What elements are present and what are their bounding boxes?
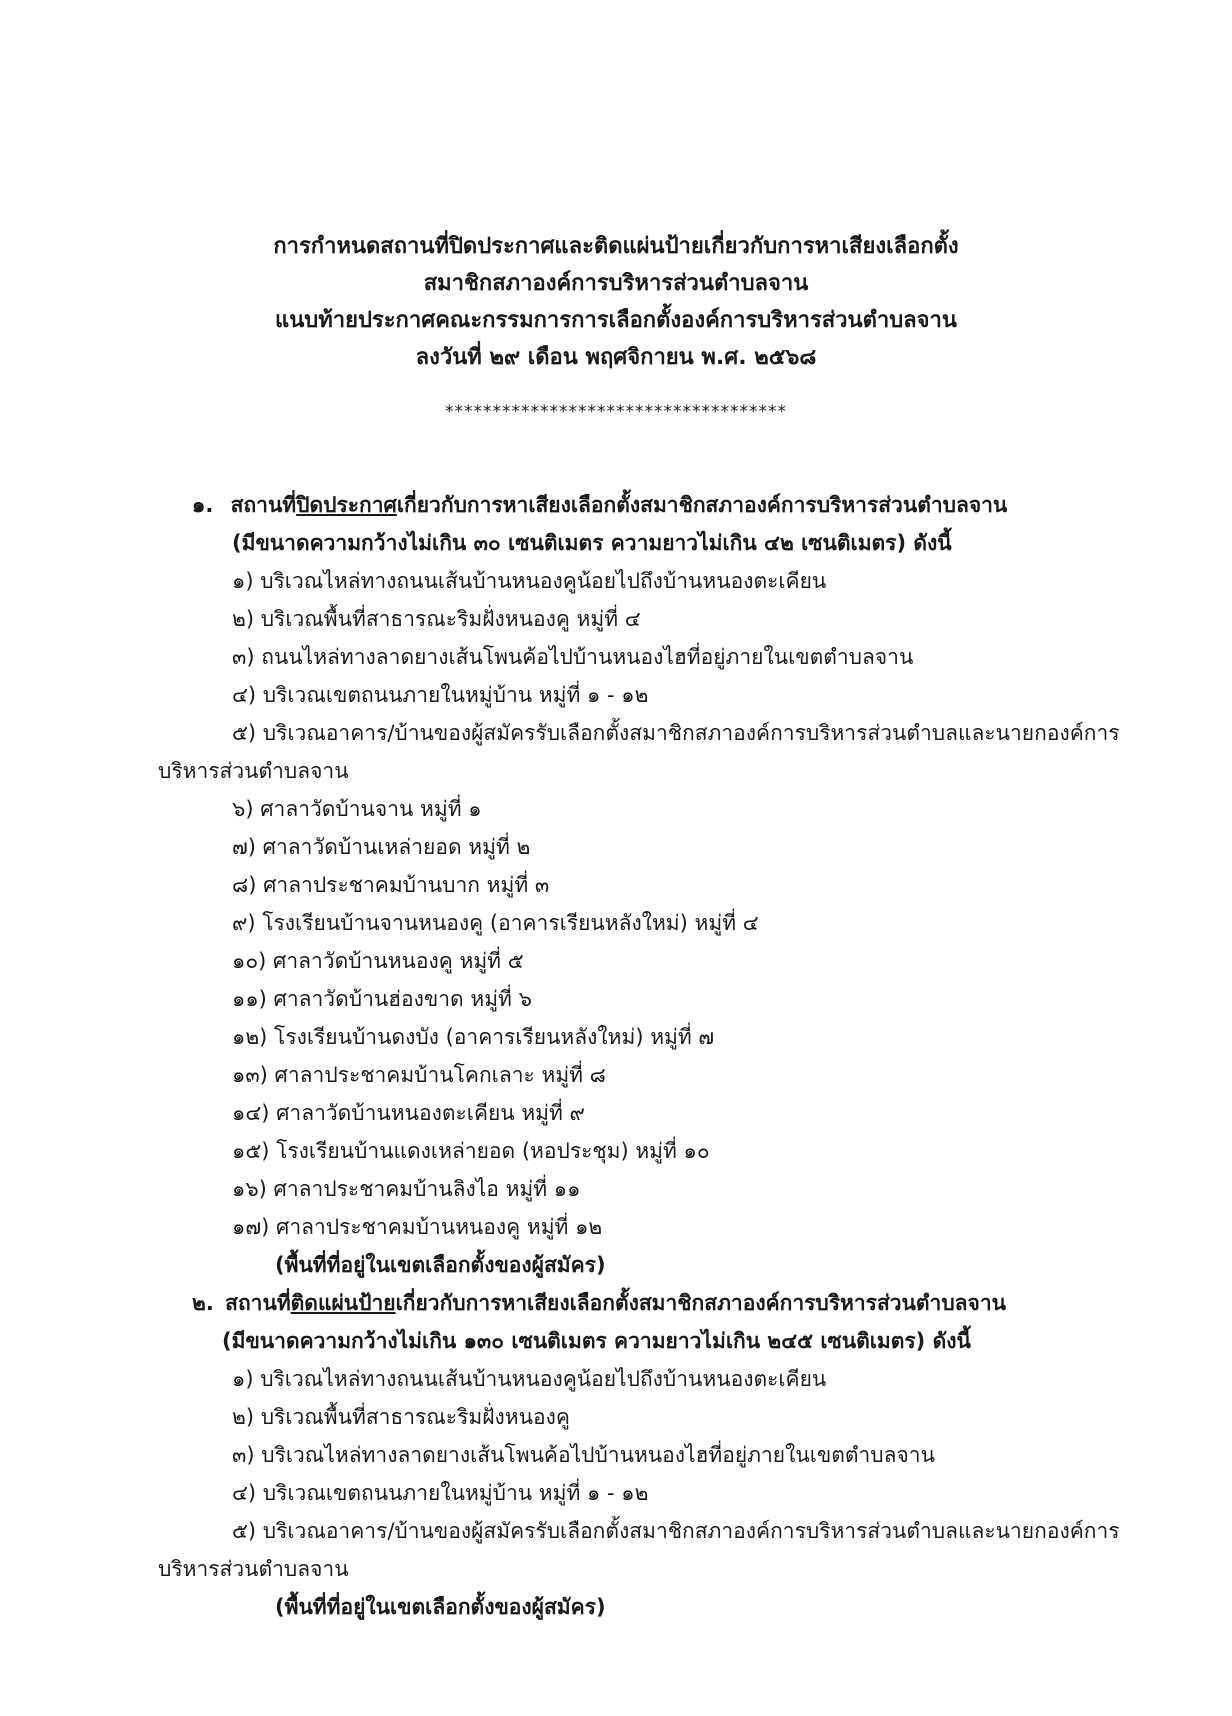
section-1-item-2: ๒) บริเวณพื้นที่สาธารณะริมฝั่งหนองคู หมู่ที่ ๔ — [232, 607, 641, 631]
section-1-item-1: ๑) บริเวณไหล่ทางถนนเส้นบ้านหนองคูน้อยไปถึงบ้านหนองตะเคียน — [232, 569, 827, 593]
section-2-item-5: ๕) บริเวณอาคาร/บ้านของผู้สมัครรับเลือกตั้งสมาชิกสภาองค์การบริหารส่วนตำบลและนายกองค์การ — [232, 1519, 1120, 1543]
section-1-item-7: ๗) ศาลาวัดบ้านเหล่ายอด หมู่ที่ ๒ — [232, 835, 531, 859]
section-2-item-3: ๓) บริเวณไหล่ทางลาดยางเส้นโพนค้อไปบ้านหนองไฮที่อยู่ภายในเขตตำบลจาน — [232, 1443, 935, 1467]
section-1-item-15: ๑๕) โรงเรียนบ้านแดงเหล่ายอด (หอประชุม) หมู่ที่ ๑๐ — [232, 1139, 710, 1163]
section-2-size: (มีขนาดความกว้างไม่เกิน ๑๓๐ เซนติเมตร ความยาวไม่เกิน ๒๔๕ เซนติเมตร) ดังนี้ — [222, 1329, 971, 1353]
section-2-item-2: ๒) บริเวณพื้นที่สาธารณะริมฝั่งหนองคู — [232, 1405, 570, 1429]
section-1-item-3: ๓) ถนนไหล่ทางลาดยางเส้นโพนค้อไปบ้านหนองไฮที่อยู่ภายในเขตตำบลจาน — [232, 645, 914, 669]
section-1-heading-post: เกี่ยวกับการหาเสียงเลือกตั้งสมาชิกสภาองค์การบริหารส่วนตำบลจาน — [396, 493, 1008, 517]
document-header — [0, 228, 1232, 376]
section-1-item-5: ๕) บริเวณอาคาร/บ้านของผู้สมัครรับเลือกตั้งสมาชิกสภาองค์การบริหารส่วนตำบลและนายกองค์การ — [232, 721, 1120, 745]
separator-stars: ************************************ — [445, 402, 787, 422]
section-2-note: (พื้นที่ที่อยู่ในเขตเลือกตั้งของผู้สมัคร) — [275, 1595, 606, 1619]
section-1-heading-pre: สถานที่ — [230, 493, 297, 517]
section-1-number: ๑. — [192, 493, 214, 517]
section-1-item-9: ๙) โรงเรียนบ้านจานหนองคู (อาคารเรียนหลังใหม่) หมู่ที่ ๔ — [232, 911, 759, 935]
section-1-item-10: ๑๐) ศาลาวัดบ้านหนองคู หมู่ที่ ๕ — [232, 949, 524, 973]
section-1-item-17: ๑๗) ศาลาประชาคมบ้านหนองคู หมู่ที่ ๑๒ — [232, 1215, 603, 1239]
section-1-item-16: ๑๖) ศาลาประชาคมบ้านลิงไอ หมู่ที่ ๑๑ — [232, 1177, 581, 1201]
section-2-heading-pre: สถานที่ — [225, 1291, 291, 1315]
section-1-size: (มีขนาดความกว้างไม่เกิน ๓๐ เซนติเมตร ความยาวไม่เกิน ๔๒ เซนติเมตร) ดังนี้ — [232, 531, 952, 555]
section-1-note: (พื้นที่ที่อยู่ในเขตเลือกตั้งของผู้สมัคร) — [275, 1253, 606, 1277]
header-line-2: สมาชิกสภาองค์การบริหารส่วนตำบลจาน — [423, 271, 809, 296]
section-2-heading-post: เกี่ยวกับการหาเสียงเลือกตั้งสมาชิกสภาองค์การบริหารส่วนตำบลจาน — [395, 1291, 1006, 1315]
section-2-number: ๒. — [192, 1291, 214, 1315]
header-line-4: ลงวันที่ ๒๙ เดือน พฤศจิกายน พ.ศ. ๒๕๖๘ — [415, 345, 817, 370]
section-2-item-5-cont: บริหารส่วนตำบลจาน — [158, 1557, 349, 1581]
section-1-item-11: ๑๑) ศาลาวัดบ้านฮ่องขาด หมู่ที่ ๖ — [232, 987, 532, 1011]
header-line-1: การกำหนดสถานที่ปิดประกาศและติดแผ่นป้ายเกี่ยวกับการหาเสียงเลือกตั้ง — [273, 234, 959, 259]
section-1-heading-underlined: ปิดประกาศ — [296, 493, 397, 517]
section-1-item-12: ๑๒) โรงเรียนบ้านดงบัง (อาคารเรียนหลังใหม่) หมู่ที่ ๗ — [232, 1025, 715, 1049]
section-2-item-1: ๑) บริเวณไหล่ทางถนนเส้นบ้านหนองคูน้อยไปถึงบ้านหนองตะเคียน — [232, 1367, 827, 1391]
section-1-item-6: ๖) ศาลาวัดบ้านจาน หมู่ที่ ๑ — [232, 797, 482, 821]
section-1-heading — [192, 490, 1007, 520]
section-1-item-14: ๑๔) ศาลาวัดบ้านหนองตะเคียน หมู่ที่ ๙ — [232, 1101, 585, 1125]
section-1-item-13: ๑๓) ศาลาประชาคมบ้านโคกเลาะ หมู่ที่ ๘ — [232, 1063, 606, 1087]
section-2-heading-underlined: ติดแผ่นป้าย — [290, 1291, 396, 1315]
section-2-item-4: ๔) บริเวณเขตถนนภายในหมู่บ้าน หมู่ที่ ๑ - ๑๒ — [232, 1481, 649, 1505]
section-2-heading — [192, 1288, 1006, 1318]
section-1-item-8: ๘) ศาลาประชาคมบ้านบาก หมู่ที่ ๓ — [232, 873, 550, 897]
section-1-item-5-cont: บริหารส่วนตำบลจาน — [158, 759, 349, 783]
header-line-3: แนบท้ายประกาศคณะกรรมการการเลือกตั้งองค์การบริหารส่วนตำบลจาน — [275, 308, 957, 333]
section-1-item-4: ๔) บริเวณเขตถนนภายในหมู่บ้าน หมู่ที่ ๑ - ๑๒ — [232, 683, 649, 707]
